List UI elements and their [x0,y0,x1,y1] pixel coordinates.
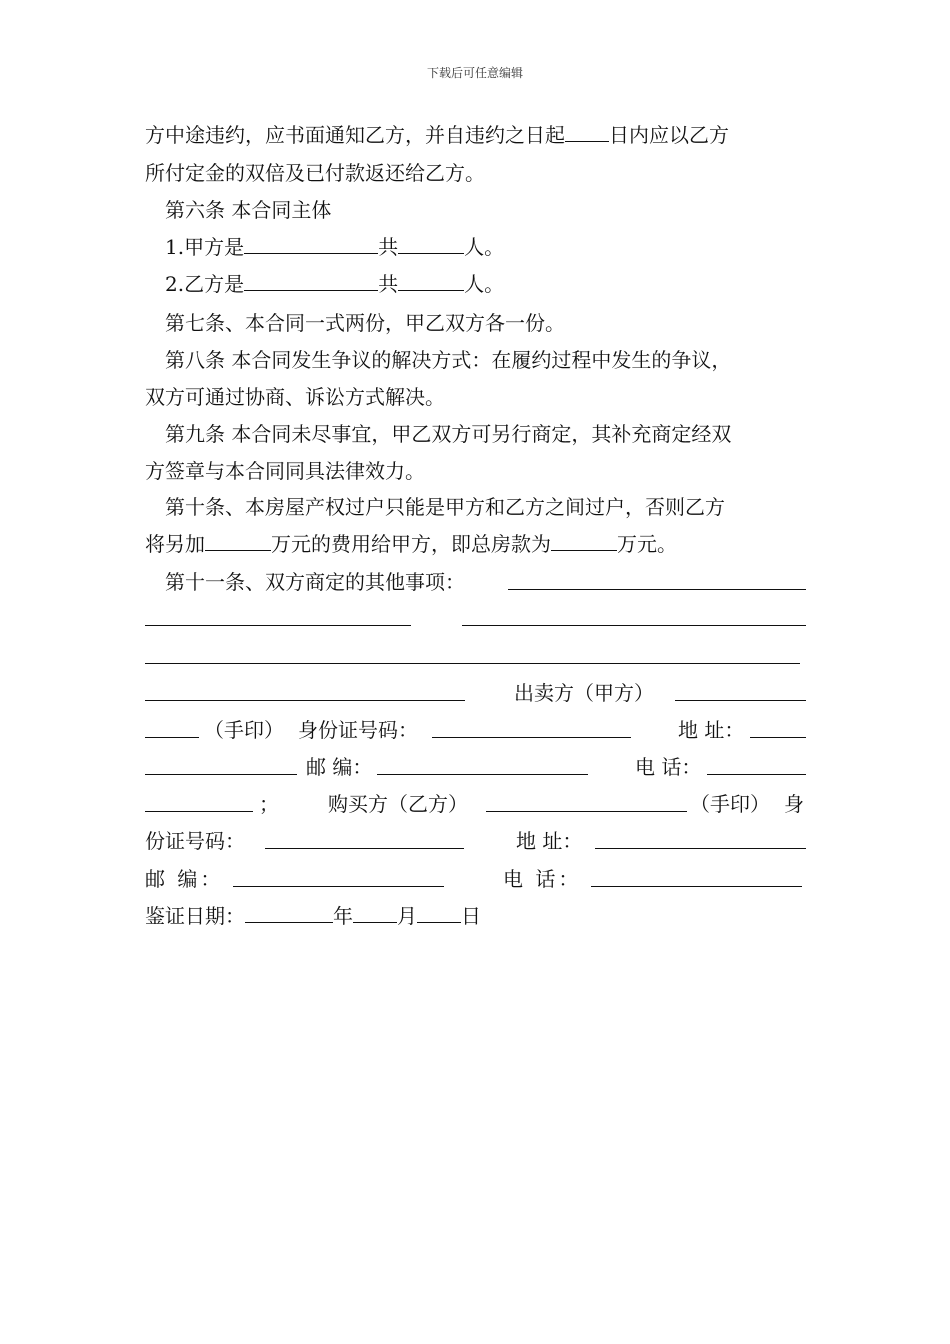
blank-other-matters-2[interactable] [145,625,411,626]
text: 人。 [464,272,505,296]
clause-line-1 [145,121,807,149]
blank-total-amount[interactable] [551,530,617,551]
blank-other-matters-1[interactable] [508,589,806,590]
blank-seller-postcode[interactable] [377,774,588,775]
clause-8-line-1: 第八条 本合同发生争议的解决方式：在履约过程中发生的争议， [165,348,732,372]
party-b-line [165,270,827,298]
buyer-address-label: 地 址： [516,829,583,853]
clause-8-line-2: 双方可通过协商、诉讼方式解决。 [145,385,445,409]
blank-other-matters-3[interactable] [462,625,806,626]
blank-month[interactable] [353,902,397,923]
clause-10-line-1: 第十条、本房屋产权过户只能是甲方和乙方之间过户，否则乙方 [165,495,725,519]
blank-days[interactable] [565,121,609,142]
clause-6-title: 第六条 本合同主体 [165,198,332,222]
text: 日内应以乙方 [609,123,729,147]
text: 2.乙方是 [165,272,245,296]
text: 1.甲方是 [165,235,245,259]
clause-9-line-1: 第九条 本合同未尽事宜，甲乙双方可另行商定，其补充商定经双 [165,422,732,446]
blank-party-b-count[interactable] [398,270,464,291]
year-label: 年 [333,904,353,928]
text: 将另加 [145,532,205,556]
clause-9-line-2: 方签章与本合同同具法律效力。 [145,459,425,483]
party-a-line [165,233,827,261]
blank-party-a-count[interactable] [398,233,464,254]
clause-line-2: 所付定金的双倍及已付款返还给乙方。 [145,161,485,185]
blank-seller-name[interactable] [675,700,806,701]
blank-day[interactable] [417,902,461,923]
seller-postcode-label: 邮 编： [306,755,373,779]
blank-other-matters-5[interactable] [145,700,465,701]
seller-label: 出卖方（甲方） [514,681,654,705]
blank-party-a[interactable] [244,233,378,254]
blank-seller-name-cont[interactable] [145,737,199,738]
handprint-label-2: （手印） [690,792,770,816]
blank-buyer-postcode[interactable] [233,886,444,887]
blank-extra-amount[interactable] [205,530,271,551]
blank-buyer-id[interactable] [265,848,464,849]
text: 鉴证日期： [145,904,245,928]
blank-party-b[interactable] [244,270,378,291]
blank-year[interactable] [245,902,333,923]
blank-seller-id[interactable] [432,737,631,738]
blank-seller-phone[interactable] [707,774,806,775]
buyer-label: 购买方（乙方） [328,792,468,816]
month-label: 月 [397,904,417,928]
blank-buyer-phone[interactable] [591,886,802,887]
page-header: 下载后可任意编辑 [426,66,523,80]
blank-buyer-address[interactable] [595,848,806,849]
text: 方中途违约，应书面通知乙方，并自违约之日起 [145,123,565,147]
attestation-date-line [145,902,807,930]
seller-address-label: 地 址： [678,718,745,742]
handprint-label: （手印） [204,718,284,742]
id-label-part-2: 份证号码： [145,829,245,853]
text: 共 [378,272,399,296]
semicolon: ； [259,792,279,816]
clause-10-line-2 [145,530,807,558]
blank-seller-phone-cont[interactable] [145,811,253,812]
blank-other-matters-4[interactable] [145,663,800,664]
text: 万元的费用给甲方，即总房款为 [271,532,551,556]
text: 万元。 [617,532,677,556]
clause-11-title: 第十一条、双方商定的其他事项： [165,570,465,594]
seller-phone-label: 电 话： [635,755,702,779]
blank-seller-address[interactable] [750,737,806,738]
id-label-part-1: 身 [784,792,804,816]
text: 共 [378,235,399,259]
buyer-postcode-label: 邮 编： [145,867,224,891]
buyer-phone-label: 电 话： [503,867,582,891]
seller-id-label: 身份证号码： [298,718,418,742]
blank-seller-address-cont[interactable] [145,774,297,775]
text: 人。 [464,235,505,259]
clause-7: 第七条、本合同一式两份，甲乙双方各一份。 [165,311,565,335]
blank-buyer-name[interactable] [486,811,687,812]
day-label: 日 [461,904,481,928]
